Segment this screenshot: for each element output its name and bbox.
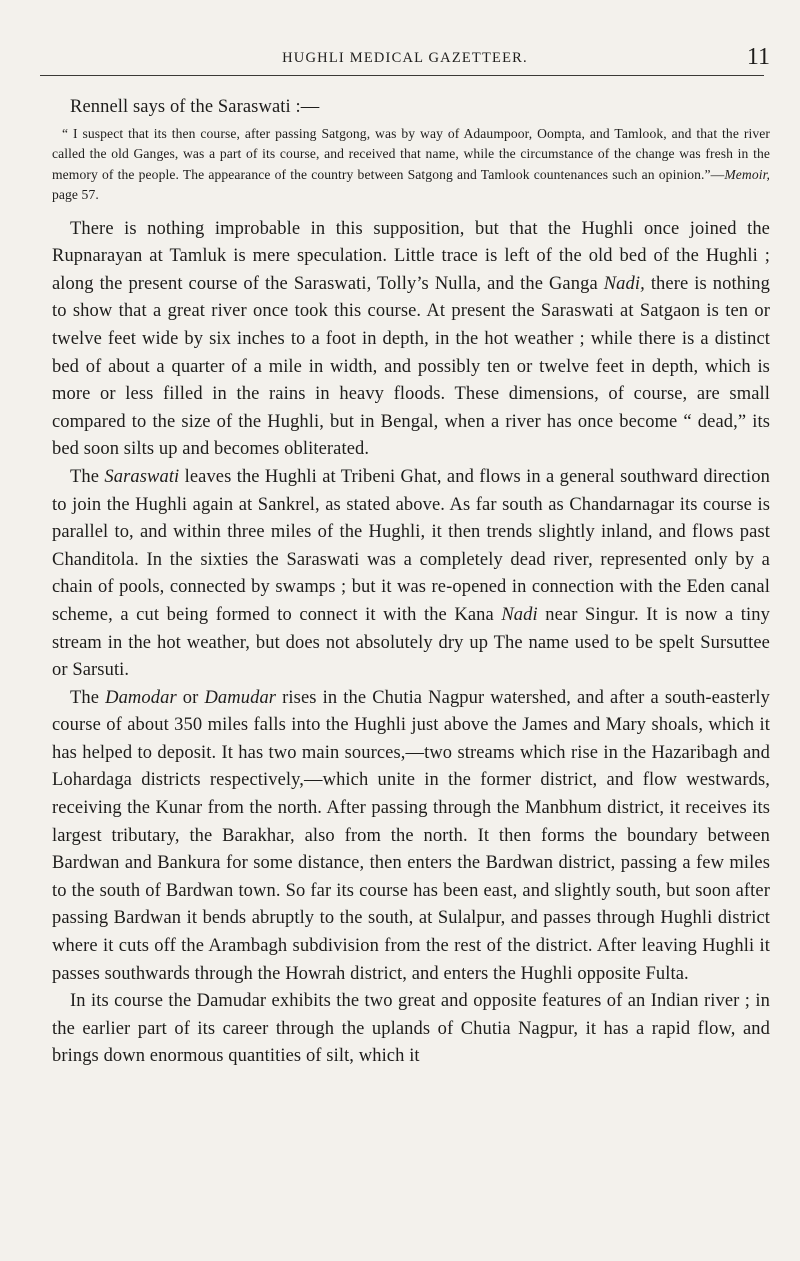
- running-title: HUGHLI MEDICAL GAZETTEER.: [282, 50, 528, 66]
- quote-text: “ I suspect that its then course, after passing Satgong, was by way of Adaumpoor, Oompta, and Tamlook, and that the river called the old Ganges, was a part of its course, and received that name, while the circumstance of the change was fresh in the memory of the people. The appearance of the country between Satgong and Tamlook countenances such an opinion.”—: [52, 125, 770, 182]
- paragraph-1-text-b: there is nothing to show that a great river once took this course. At present the Saraswati at Satgaon is ten or twelve feet wide by six inches to a foot in depth, in the hot weather ; while there is a distinct bed of about a quarter of a mile in width, and possibly ten or twelve feet in depth, which is more or less filled in the rains in heavy floods. These dimensions, of course, are small compared to the size of the Hughli, but in Bengal, when a river has once become “ dead,” its bed soon silts up and becomes obliterated.: [52, 273, 770, 460]
- paragraph-2-nadi: Nadi: [501, 604, 538, 625]
- page-header: [40, 44, 770, 76]
- paragraph-3-damodar: Damodar: [105, 687, 177, 708]
- paragraph-2-saraswati: Saraswati: [104, 466, 180, 487]
- paragraph-2-text-c: near Singur. It is now a tiny stream in the hot weather, but does not absolutely dry up The name used to be spelt Sursuttee or Sarsuti.: [52, 604, 770, 681]
- paragraph-4: [52, 988, 770, 1071]
- header-rule: [40, 75, 764, 76]
- paragraph-2-text-b: leaves the Hughli at Tribeni Ghat, and flows in a general southward direction to join the Hughli again at Sankrel, as stated above. As far south as Chandarnagar its course is parallel to, and within three miles of the Hughli, it then trends slightly inland, and flows past Chanditola. In the sixties the Saraswati was a completely dead river, represented only by a chain of pools, connected by swamps ; but it was re-opened in connection with the Eden canal scheme, a cut being formed to connect it with the Kana: [52, 466, 770, 625]
- block-quote: [52, 124, 770, 206]
- intro-text: Rennell says of the Saraswati :—: [70, 97, 320, 117]
- paragraph-2-text-a: The: [70, 466, 105, 487]
- paragraph-3-text-b: rises in the Chutia Nagpur watershed, and after a south-easterly course of about 350 miles falls into the Hughli just above the James and Mary shoals, which it has helped to deposit. It has two main sources,—two streams which rise in the Hazaribagh and Lohardaga districts respectively,—which unite in the former district, and flow westwards, receiving the Kunar from the north. After passing through the Manbhum district, it receives its largest tributary, the Barakhar, also from the north. It then forms the boundary between Bardwan and Bankura for some distance, then enters the Bardwan district, passing a few miles to the south of Bardwan town. So far its course has been east, and slightly south, but soon after passing Bardwan it bends abruptly to the south, at Sulalpur, and passes through Hughli district where it cuts off the Arambagh subdivision from the rest of the district. After leaving Hughli it passes southwards through the Howrah district, and enters the Hughli opposite Fulta.: [52, 687, 771, 984]
- paragraph-4-text: In its course the Damudar exhibits the two great and opposite features of an Indian river ; in the earlier part of its career through the uplands of Chutia Nagpur, it has a rapid flow, and brings down enormous quantities of silt, which it: [52, 991, 770, 1067]
- paragraph-1-text-a: There is nothing improbable in this supposition, but that the Hughli once joined the Rupnarayan at Tamluk is mere speculation. Little trace is left of the old bed of the Hughli ; along the present course of the Saraswati, Tolly’s Nulla, and the Ganga: [52, 218, 770, 294]
- page-number: 11: [746, 44, 770, 70]
- intro-line: [52, 94, 770, 122]
- paragraph-1-nadi: Nadi,: [603, 273, 645, 294]
- paragraph-2: [52, 464, 770, 685]
- paragraph-3-text-a: The: [70, 687, 106, 708]
- quote-page-ref: page 57.: [52, 187, 99, 203]
- paragraph-3-or: or: [176, 687, 205, 708]
- paragraph-3: [52, 685, 770, 989]
- body-text: [52, 94, 770, 1071]
- quote-source: Memoir,: [724, 166, 770, 182]
- paragraph-3-damudar: Damudar: [204, 687, 277, 708]
- paragraph-1: [52, 216, 770, 464]
